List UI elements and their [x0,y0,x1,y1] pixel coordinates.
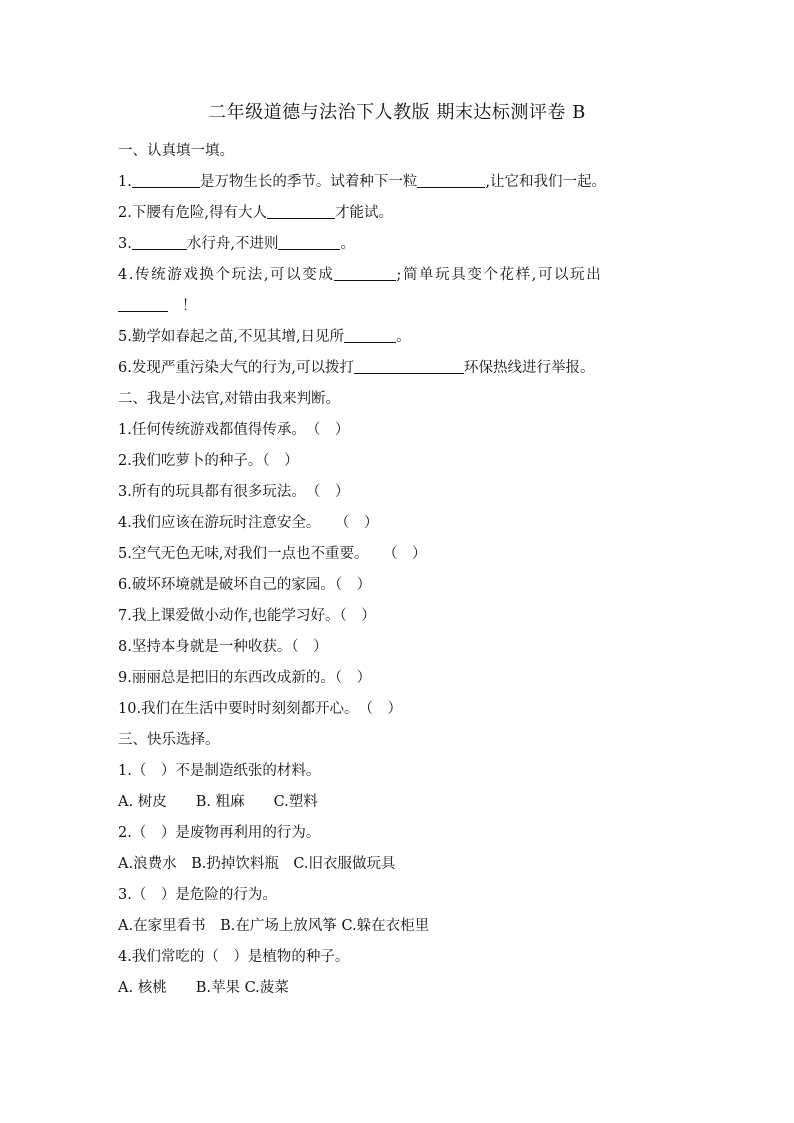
q2-prefix: 2.下腰有危险,得有大人 [118,205,267,221]
q6-prefix: 6.发现严重污染大气的行为,可以拨打 [118,360,354,376]
answer-blank[interactable] [267,200,335,219]
fill-question-5 [118,322,678,353]
answer-blank[interactable] [118,293,168,312]
judge-question: 5.空气无色无味,对我们一点也不重要。 （ ） [118,546,427,562]
answer-blank[interactable] [132,169,200,188]
q3-prefix: 3. [118,236,132,252]
q4-middle: ;简单玩具变个花样,可以玩出 [396,267,603,283]
q5-suffix: 。 [396,329,411,345]
q1-prefix: 1. [118,174,132,190]
choice-question: 3.（ ）是危险的行为。 [118,887,277,903]
choice-options: A.在家里看书 B.在广场上放风筝 C.躲在衣柜里 [118,918,430,934]
fill-question-3 [118,229,678,260]
q3-middle: 水行舟,不进则 [186,236,279,252]
choice-question: 4.我们常吃的（ ）是植物的种子。 [118,949,350,965]
judge-question: 4.我们应该在游玩时注意安全。 （ ） [118,515,379,531]
fill-question-4-continued [118,291,678,322]
answer-blank[interactable] [354,355,464,374]
q5-prefix: 5.勤学如春起之苗,不见其增,日见所 [118,329,345,345]
choice-question: 1.（ ）不是制造纸张的材料。 [118,763,321,779]
answer-blank[interactable] [344,324,396,343]
section-2-heading: 二、我是小法官,对错由我来判断。 [118,391,341,407]
answer-blank[interactable] [334,262,396,281]
section-3-heading: 三、快乐选择。 [118,732,220,748]
exam-content [118,136,678,1004]
q4-suffix: ！ [182,298,197,314]
judge-question: 3.所有的玩具都有很多玩法。 （ ） [118,484,350,500]
choice-options: A. 树皮 B. 粗麻 C.塑料 [118,794,318,810]
fill-question-2 [118,198,678,229]
q1-suffix: ,让它和我们一起。 [485,174,606,190]
answer-blank[interactable] [132,231,187,250]
judge-question: 2.我们吃萝卜的种子。（ ） [118,453,299,469]
judge-question: 8.坚持本身就是一种收获。（ ） [118,639,328,655]
page-title: 二年级道德与法治下人教版 期末达标测评卷 B [208,102,586,123]
q1-middle: 是万物生长的季节。试着种下一粒 [199,174,418,190]
section-1-heading: 一、认真填一填。 [118,143,234,159]
choice-options: A. 核桃 B.苹果 C.菠菜 [118,980,289,996]
judge-question: 10.我们在生活中要时时刻刻都开心。 （ ） [118,701,403,717]
q2-suffix: 才能试。 [334,205,393,221]
answer-blank[interactable] [417,169,485,188]
judge-question: 7.我上课爱做小动作,也能学习好。（ ） [118,608,376,624]
q6-suffix: 环保热线进行举报。 [463,360,595,376]
choice-question: 2.（ ）是废物再利用的行为。 [118,825,321,841]
judge-question: 6.破坏环境就是破坏自己的家园。（ ） [118,577,372,593]
judge-question: 9.丽丽总是把旧的东西改成新的。（ ） [118,670,372,686]
fill-question-4 [118,260,678,291]
fill-question-6 [118,353,678,384]
q3-suffix: 。 [340,236,355,252]
choice-options: A.浪费水 B.扔掉饮料瓶 C.旧衣服做玩具 [118,856,396,872]
q4-prefix: 4.传统游戏换个玩法,可以变成 [118,267,335,283]
fill-question-1 [118,167,678,198]
judge-question: 1.任何传统游戏都值得传承。 （ ） [118,422,350,438]
answer-blank[interactable] [278,231,340,250]
